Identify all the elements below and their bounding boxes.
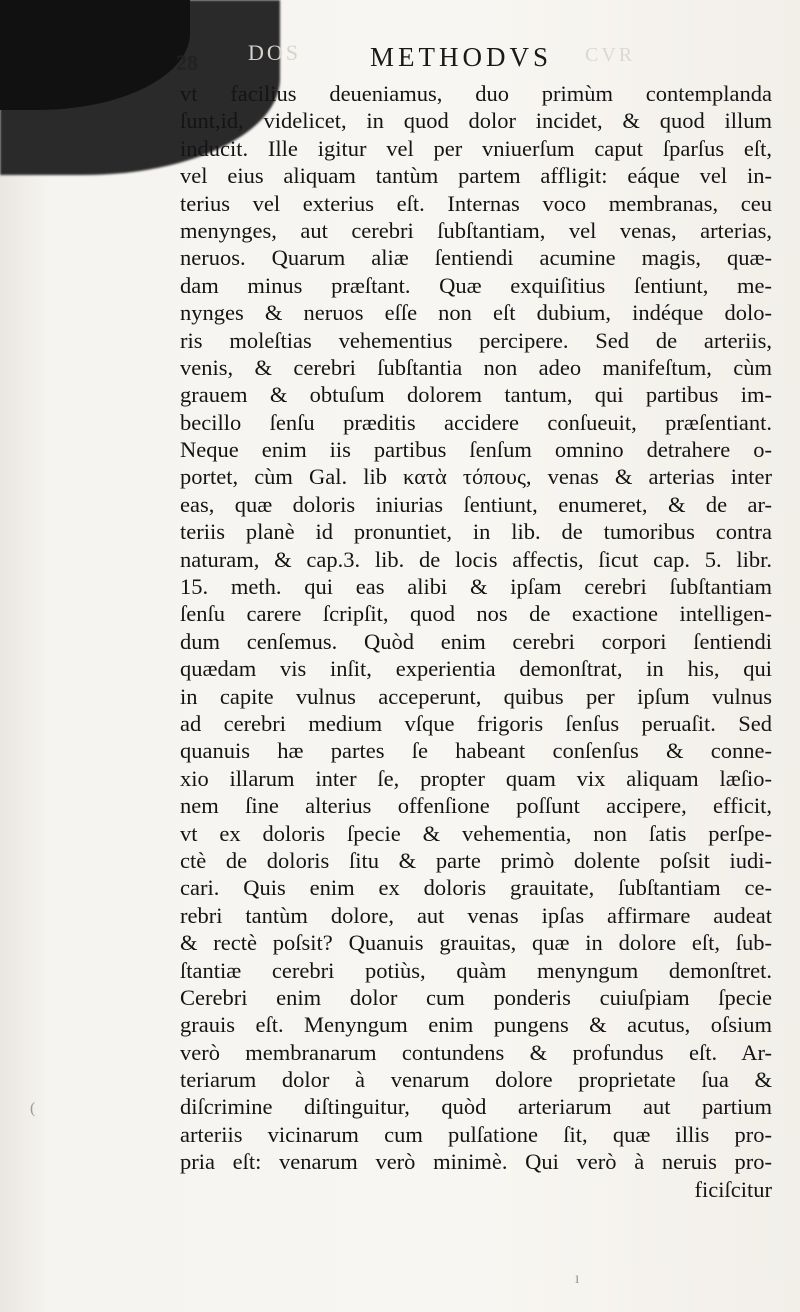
text-line: vel eius aliquam tantùm partem affligit: eáque vel in- xyxy=(180,163,772,189)
text-line: verò membranarum contundens & profundus eſt. Ar- xyxy=(180,1039,772,1065)
text-line: diſcrimine diſtinguitur, quòd arteriarum aut partium xyxy=(180,1094,772,1120)
running-head: METHODVS xyxy=(370,42,553,72)
text-line: Neque enim iis partibus ſenſum omnino detrahere o- xyxy=(180,437,772,463)
text-line: naturam, & cap.3. lib. de locis affectis, ſicut cap. 5. libr. xyxy=(180,546,772,572)
text-line: 15. meth. qui eas alibi & ipſam cerebri ſubſtantiam xyxy=(180,574,772,600)
text-line: teriarum dolor à venarum dolore proprietate ſua & xyxy=(180,1067,772,1093)
text-line: nem ſine alterius offenſione poſſunt accipere, efficit, xyxy=(180,793,772,819)
text-line: nynges & neruos eſſe non eſt dubium, indéque dolo- xyxy=(180,300,772,326)
text-line: ad cerebri medium vſque frigoris ſenſus peruaſit. Sed xyxy=(180,710,772,736)
text-line: in capite vulnus acceperunt, quibus per ipſum vulnus xyxy=(180,683,772,709)
text-line: teriis planè id pronuntiet, in lib. de tumoribus contra xyxy=(180,519,772,545)
margin-mark: ı xyxy=(575,1270,580,1287)
text-line: & rectè poſsit? Quanuis grauitas, quæ in dolore eſt, ſub- xyxy=(180,930,772,956)
text-line: dum cenſemus. Quòd enim cerebri corpori ſentiendi xyxy=(180,628,772,654)
text-line: Cerebri enim dolor cum ponderis cuiuſpiam ſpecie xyxy=(180,984,772,1010)
text-line: grauem & obtuſum dolorem tantum, qui partibus im- xyxy=(180,382,772,408)
page-number: 28 xyxy=(176,50,198,75)
text-line: becillo ſenſu præditis accidere conſueuit, præſentiant. xyxy=(180,409,772,435)
margin-mark: ( xyxy=(30,1100,36,1117)
show-through-text-left: DOS xyxy=(248,40,302,65)
text-line: cari. Quis enim ex doloris grauitate, ſubſtantiam ce- xyxy=(180,875,772,901)
text-line: venis, & cerebri ſubſtantia non adeo manifeſtum, cùm xyxy=(180,354,772,380)
text-line: vt ex doloris ſpecie & vehementia, non ſatis perſpe- xyxy=(180,820,772,846)
show-through-text-right: CVR xyxy=(585,44,636,66)
text-line: grauis eſt. Menyngum enim pungens & acutus, oſsium xyxy=(180,1012,772,1038)
text-line: ſunt,id, videlicet, in quod dolor incidet, & quod illum xyxy=(180,108,772,134)
text-line: ſtantiæ cerebri potiùs, quàm menyngum demonſtret. xyxy=(180,957,772,983)
text-line: portet, cùm Gal. lib κατὰ τόπους, venas & arterias inter xyxy=(180,464,772,490)
text-line: quædam vis inſit, experientia demonſtrat, in his, qui xyxy=(180,656,772,682)
text-line: vt facilius deueniamus, duo primùm contemplanda xyxy=(180,81,772,106)
text-line: ficiſcitur xyxy=(694,1176,772,1202)
text-line: dam minus præſtant. Quæ exquiſitius ſentiunt, me- xyxy=(180,272,772,298)
text-line: ctè de doloris ſitu & parte primò dolente poſsit iudi- xyxy=(180,847,772,873)
text-line: eas, quæ doloris iniurias ſentiunt, enumeret, & de ar- xyxy=(180,491,772,517)
text-line: arteriis vicinarum cum pulſatione ſit, quæ illis pro- xyxy=(180,1121,772,1147)
text-line: pria eſt: venarum verò minimè. Qui verò à neruis pro- xyxy=(180,1149,772,1175)
text-line: rebri tantùm dolore, aut venas ipſas affirmare audeat xyxy=(180,902,772,928)
text-line: xio illarum inter ſe, propter quam vix aliquam læſio- xyxy=(180,765,772,791)
text-line: ſenſu carere ſcripſit, quod nos de exactione intelligen- xyxy=(180,601,772,627)
text-line: menynges, aut cerebri ſubſtantiam, vel venas, arterias, xyxy=(180,217,772,243)
text-line: neruos. Quarum aliæ ſentiendi acumine magis, quæ- xyxy=(180,245,772,271)
text-line: quanuis hæ partes ſe habeant conſenſus & conne- xyxy=(180,738,772,764)
text-line: inducit. Ille igitur vel per vniuerſum caput ſparſus eſt, xyxy=(180,135,772,161)
text-line: ris moleſtias vehementius percipere. Sed de arteriis, xyxy=(180,327,772,353)
body-text xyxy=(180,80,772,1203)
text-line: terius vel exterius eſt. Internas voco membranas, ceu xyxy=(180,190,772,216)
